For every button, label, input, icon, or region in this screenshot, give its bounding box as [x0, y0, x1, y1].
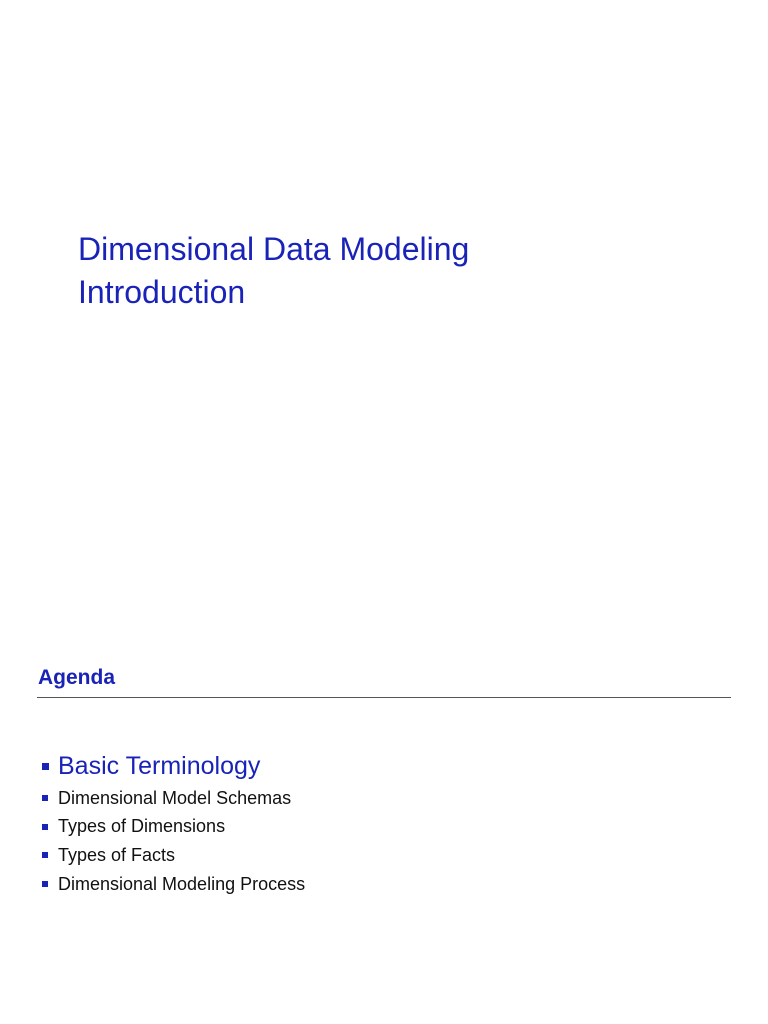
agenda-heading: Agenda — [38, 666, 116, 689]
agenda-item-label: Types of Dimensions — [58, 816, 226, 837]
agenda-item-types-of-facts — [42, 841, 305, 870]
agenda-divider — [37, 697, 731, 698]
agenda-list — [42, 748, 305, 898]
slide-title-line-1: Dimensional Data Modeling — [78, 231, 470, 267]
square-bullet-icon — [42, 881, 48, 887]
agenda-item-dimensional-model-schemas — [42, 784, 305, 813]
agenda-item-label: Dimensional Modeling Process — [58, 873, 306, 894]
square-bullet-icon — [42, 795, 48, 801]
square-bullet-icon — [42, 852, 48, 858]
slide-title — [78, 228, 718, 314]
agenda-item-label: Dimensional Model Schemas — [58, 787, 292, 808]
agenda-item-basic-terminology — [42, 748, 305, 784]
agenda-item-types-of-dimensions — [42, 813, 305, 842]
square-bullet-icon — [42, 763, 49, 770]
slide-title-line-2: Introduction — [78, 274, 246, 310]
agenda-item-dimensional-modeling-process — [42, 870, 305, 899]
agenda-item-label: Basic Terminology — [58, 751, 261, 780]
agenda-item-label: Types of Facts — [58, 844, 176, 865]
square-bullet-icon — [42, 824, 48, 830]
